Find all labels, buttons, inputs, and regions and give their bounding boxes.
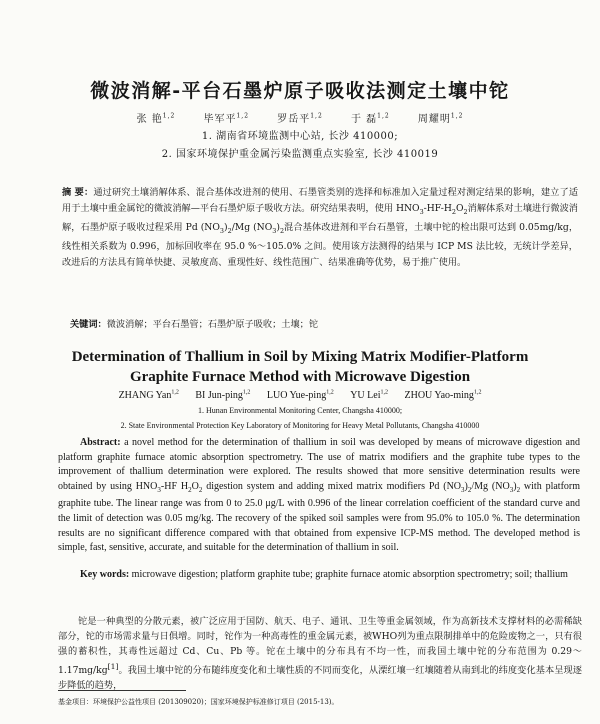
chinese-keywords-label: 关键词： xyxy=(70,319,107,330)
chinese-authors xyxy=(0,110,600,125)
author: 罗岳平$^{1,2}$ xyxy=(277,112,323,125)
chinese-abstract: 摘 要：通过研究土壤消解体系、混合基体改进剂的使用、石墨管类别的选择和标准加入定量过程对测定结果的影响，建立了适用于土壤中重金属铊的微波消解—平台石墨炉原子吸收方法。研究结果表明，使用 $HNO_3-HF-H_2O_2$消解体系对土壤进行微波消解，石墨炉原子吸收过程采用 Pd $(NO_3)_2/Mg$ $(NO_3)_2$混合基体改进剂和平台石墨管，土壤中铊的检出限可达到 0.05mg/kg，线性相关系数为 0.996，加标回收率在 95.0 %～105.0% 之间。使用该方法测得的结果与 ICP MS 法比较，无统计学差异，改进后的方法具有简单快捷、灵敏度高、重现性好、线性范围广、结果准确等优势，易于推广使用。 xyxy=(62,187,579,268)
author: BI Jun-ping$^{1,2}$ xyxy=(195,390,251,402)
author: 于 磊$^{1,2}$ xyxy=(350,112,390,125)
author: ZHOU Yao-ming$^{1,2}$ xyxy=(404,390,482,402)
citation-ref: [1] xyxy=(107,662,119,671)
author: 张 艳$^{1,2}$ xyxy=(136,112,176,125)
english-title-line-1: Determination of Thallium in Soil by Mixing Matrix Modifier-Platform xyxy=(71,349,529,365)
chinese-affiliation-2: 2. 国家环境保护重金属污染监测重点实验室, 长沙 410019 xyxy=(161,149,439,160)
author: LUO Yue-ping$^{1,2}$ xyxy=(266,390,334,402)
body-paragraph: 铊是一种典型的分散元素，被广泛应用于国防、航天、电子、通讯、卫生等重金属领域，作为高新技术支撑材料的必需稀缺部分，铊的市场需求量与日俱增。同时，铊作为一种高毒性的重金属元素，被WHO列为重点限制排单中的危险废物之一，只有很强的蓄积性，其毒性远超过 Cd、Cu、Pb 等。铊在土壤中的分布具有不均一性，而我国土壤中铊的分布范围为 0.29～1.17mg/kg[1]。我国土壤中铊的分布随纬度变化和土壤性质的不同而变化，从溧红壤一红壤随着从南到北的纬度变化基本呈现逐步降低的趋势， xyxy=(58,616,582,692)
english-title-line-2: Graphite Furnace Method with Microwave Digestion xyxy=(129,369,471,385)
author: ZHANG Yan$^{1,2}$ xyxy=(118,390,179,402)
chinese-abstract-label: 摘 要： xyxy=(62,187,94,198)
funding-footnote: 基金项目：环境保护公益性项目 (201309020)；国家环境保护标准修订项目 (2015-13)。 xyxy=(58,698,339,706)
footnote-divider xyxy=(58,690,186,691)
author: 毕军平$^{1,2}$ xyxy=(203,112,250,125)
author: YU Lei$^{1,2}$ xyxy=(350,390,388,402)
english-keywords-label: Key words: xyxy=(80,569,130,580)
english-abstract-label: Abstract: xyxy=(80,437,121,448)
chinese-keywords: 关键词：微波消解；平台石墨管；石墨炉原子吸收；土壤；铊 xyxy=(70,319,319,330)
english-affiliation-2: 2. State Environmental Protection Key Laboratory of Monitoring for Heavy Metal Pollutants, Changsha 410000 xyxy=(120,421,480,430)
english-authors xyxy=(0,390,600,401)
author: 周耀明$^{1,2}$ xyxy=(417,112,464,125)
english-affiliation-1: 1. Hunan Environmental Monitoring Center, Changsha 410000; xyxy=(197,406,403,415)
chinese-title: 微波消解-平台石墨炉原子吸收法测定土壤中铊 xyxy=(90,80,510,102)
english-abstract: Abstract: a novel method for the determination of thallium in soil was developed by means of microwave digestion and platform graphite furnace atomic absorption spectrometry. The use of matrix modifiers and the graphite tube types to the improvement of thallium determination were explored. The results showed that more sensitive determination results were obtained by using $HNO_3-HF$ $H_2O_2$ digestion system and adding mixed matrix modifiers Pd $(NO_3)_2/Mg$ $(NO_3)_2$ with platform graphite tube. The linear range was from 0 to 25.0 μg/L with 0.996 of the linear correlation coefficient of the standard curve and the limit of detection was 0.05 mg/kg. The recovery of the spiked soil samples were from 95.0% to 105.0 %. The determination results are no significant difference compared with that obtained from expensive ICP-MS method. The developed method is simple, fast, sensitive, accurate, and suitable for the determination of thallium in soil. xyxy=(58,437,581,554)
chinese-affiliation-1: 1. 湖南省环境监测中心站, 长沙 410000; xyxy=(201,131,399,142)
english-keywords: Key words: microwave digestion; platform graphite tube; graphite furnace atomic absorption spectrometry; soil; thallium xyxy=(80,569,568,580)
